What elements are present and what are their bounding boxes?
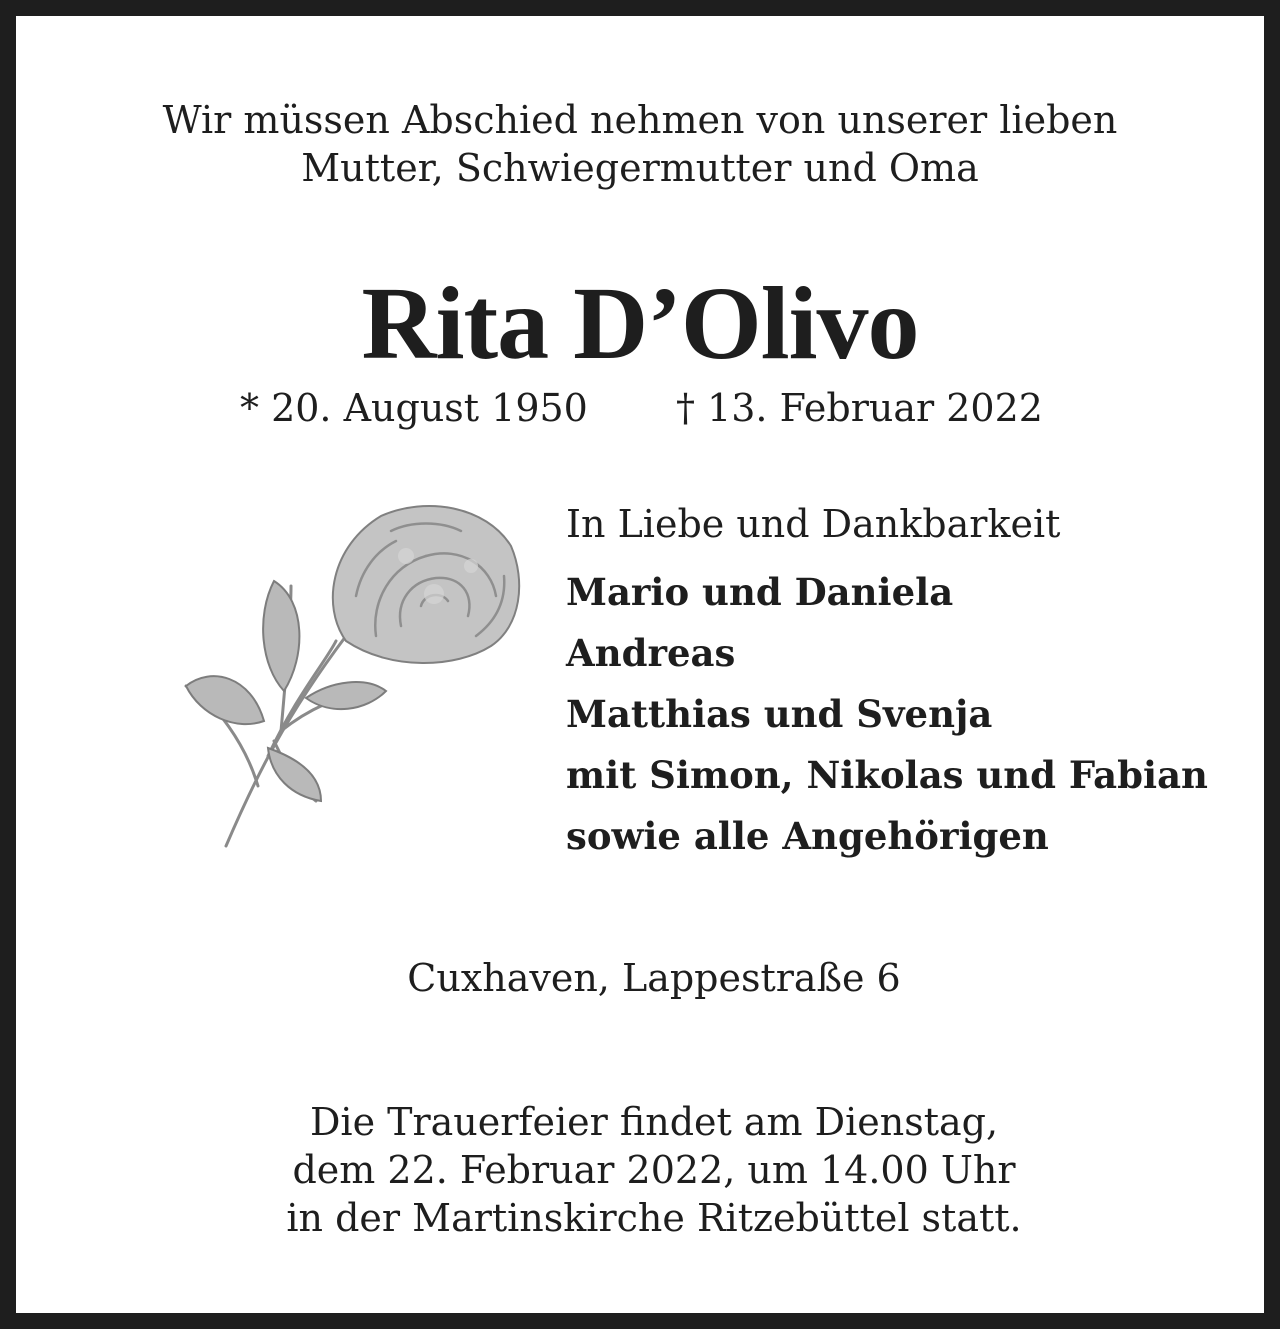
family-signatures	[566, 500, 1208, 867]
service-line: dem 22. Februar 2022, um 14.00 Uhr	[292, 1148, 1016, 1192]
service-line: Die Trauerfeier findet am Dienstag,	[309, 1100, 999, 1144]
deceased-name: Rita D’Olivo	[361, 266, 919, 381]
rose-icon	[156, 486, 536, 866]
birth-date: * 20. August 1950	[240, 386, 588, 430]
intro-line: Mutter, Schwiegermutter und Oma	[301, 146, 979, 190]
funeral-service-info	[16, 1098, 1280, 1242]
intro-text	[16, 96, 1264, 192]
family-member-line: sowie alle Angehörigen	[566, 814, 1049, 858]
intro-line: Wir müssen Abschied nehmen von unserer lieben	[162, 98, 1118, 142]
family-member-line: mit Simon, Nikolas und Fabian	[566, 753, 1208, 797]
family-member-line: Mario und Daniela	[566, 570, 954, 614]
family-member-line: Andreas	[566, 631, 736, 675]
service-line: in der Martinskirche Ritzebüttel statt.	[286, 1196, 1022, 1240]
dedication-line: In Liebe und Dankbarkeit	[566, 502, 1061, 546]
death-date: † 13. Februar 2022	[676, 386, 1043, 430]
family-address: Cuxhaven, Lappestraße 6	[407, 956, 901, 1000]
family-member-line: Matthias und Svenja	[566, 692, 993, 736]
